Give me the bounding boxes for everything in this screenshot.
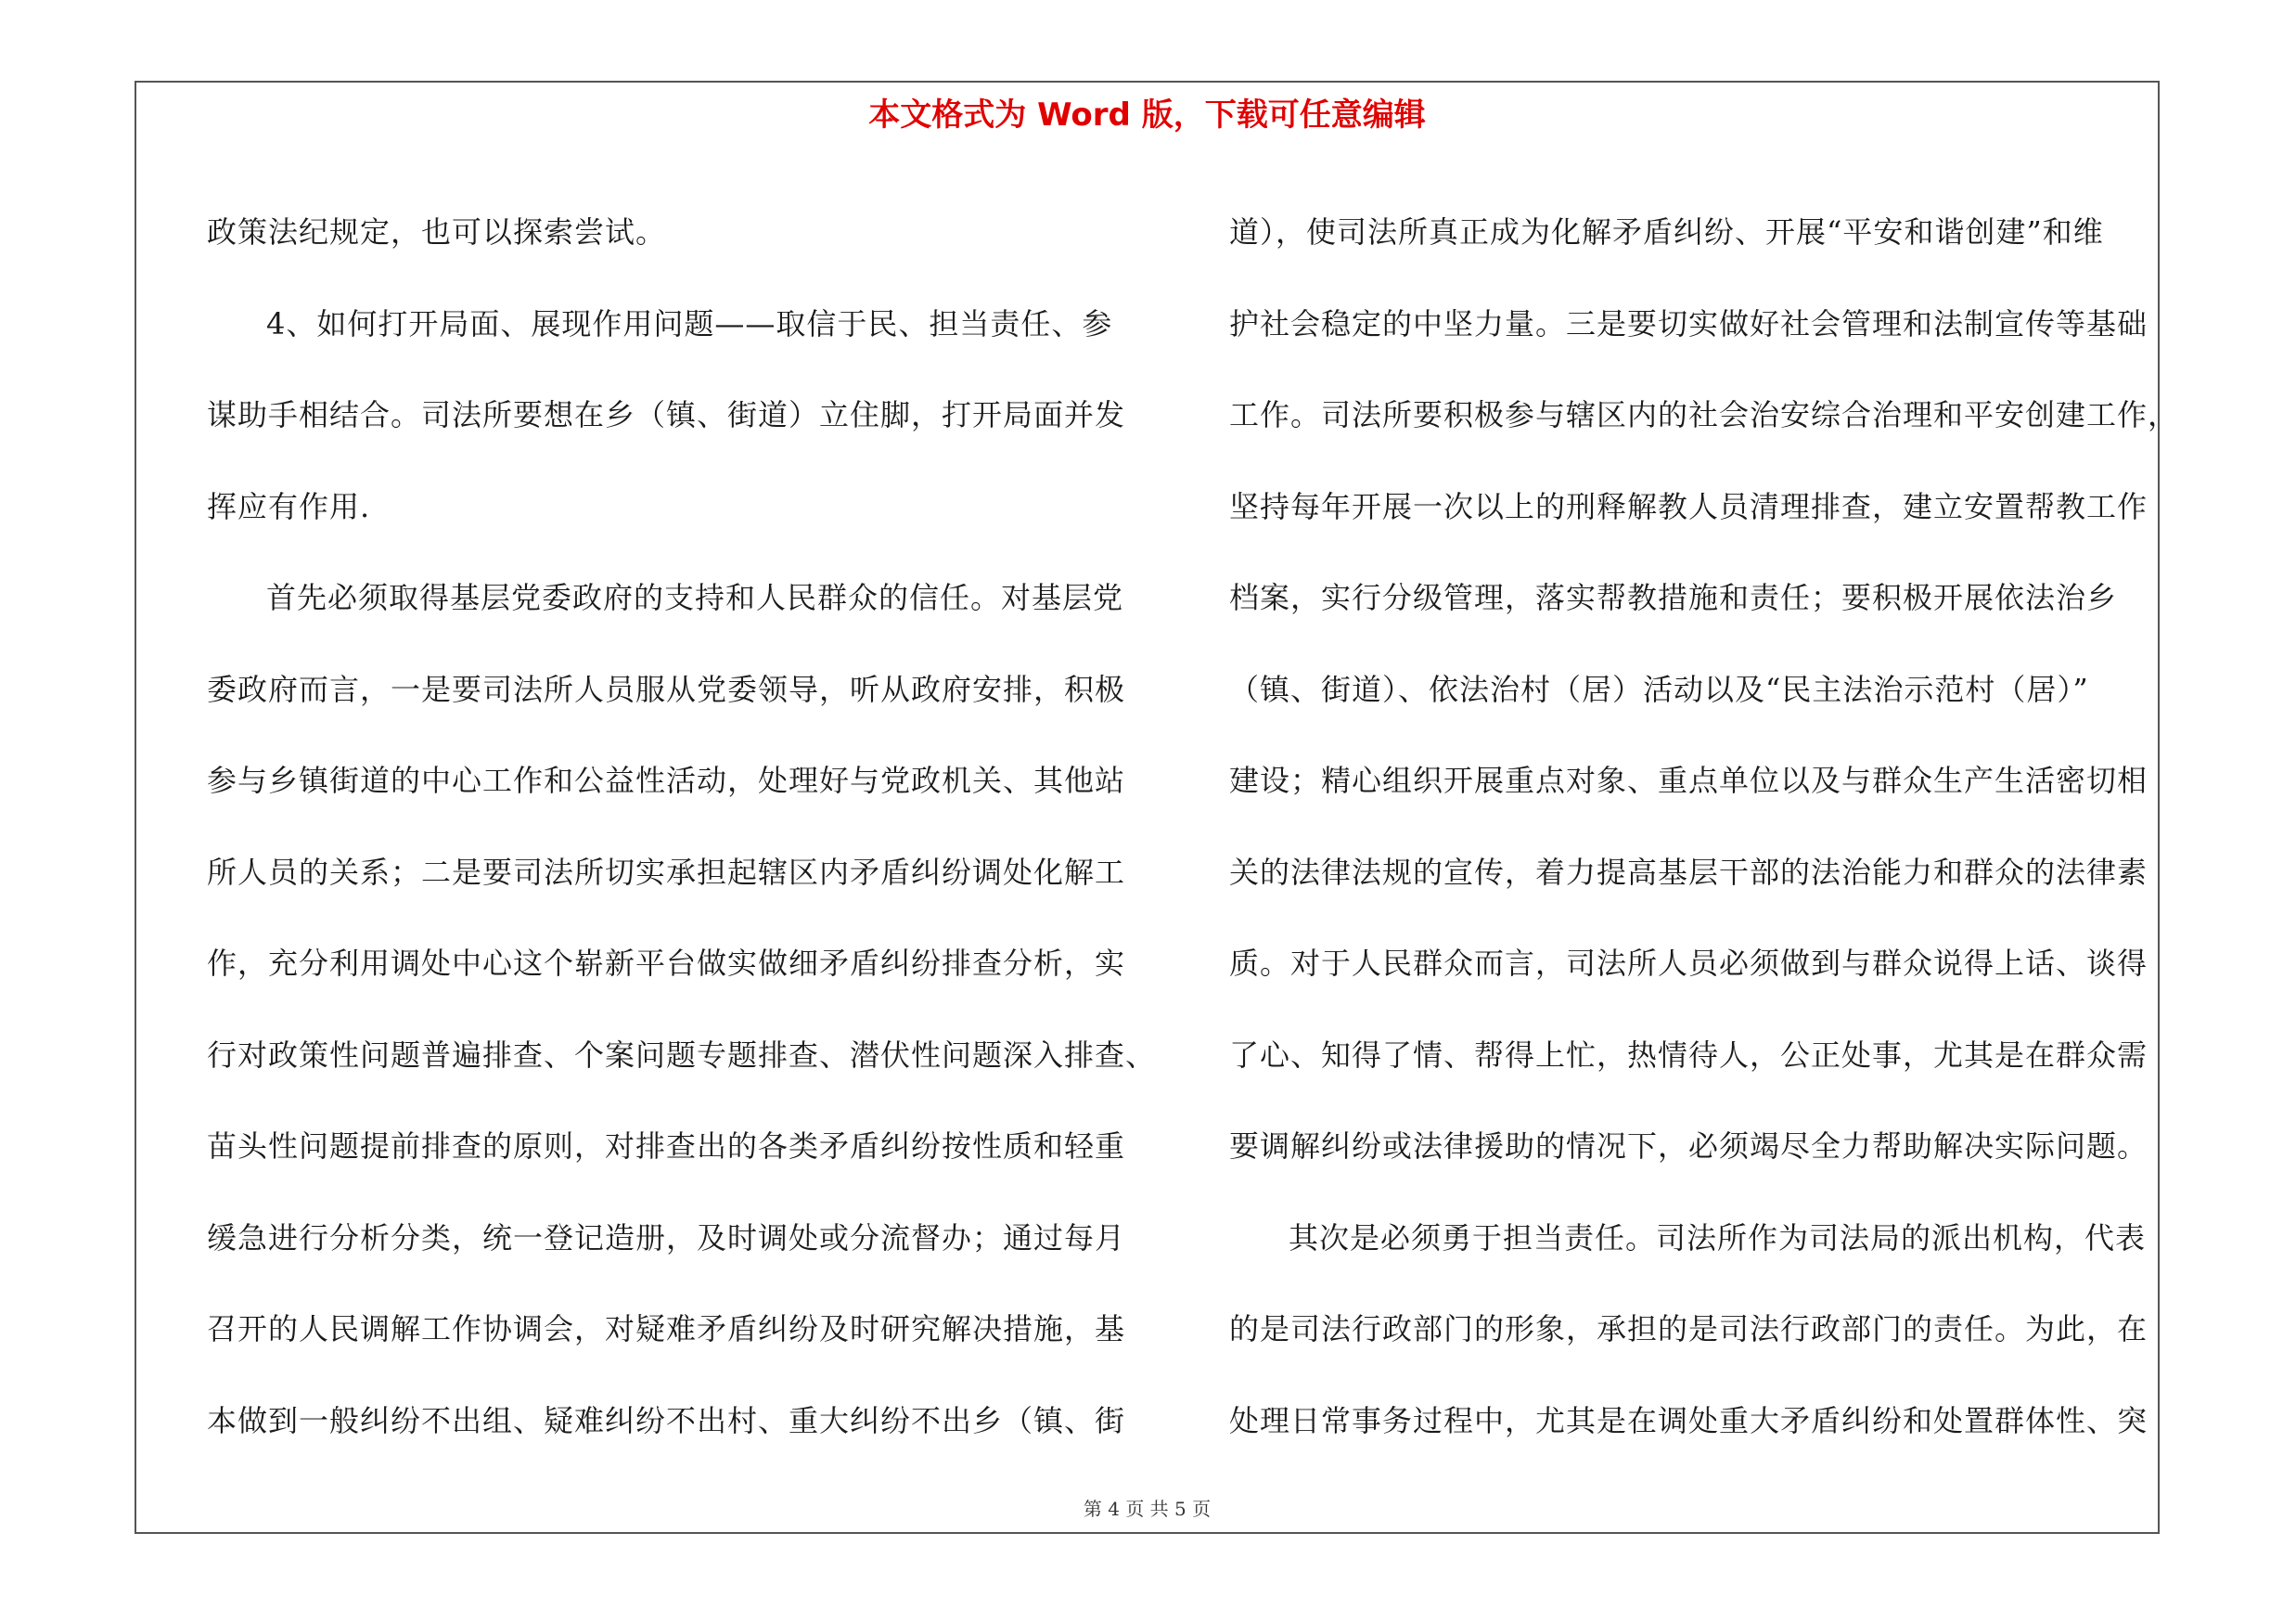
right-column-text-line: 建设；精心组织开展重点对象、重点单位以及与群众生产生活密切相 [1229,763,2148,798]
left-column-text-line: 委政府而言，一是要司法所人员服从党委领导，听从政府安排，积极 [207,671,1126,707]
right-column-text-line: （镇、街道）、依法治村（居）活动以及“民主法治示范村（居）” [1229,671,2089,707]
left-column-text-line: 首先必须取得基层党委政府的支持和人民群众的信任。对基层党 [266,580,1124,615]
right-column-text-line: 道），使司法所真正成为化解矛盾纠纷、开展“平安和谐创建”和维 [1229,214,2104,250]
left-column-text-line: 4、如何打开局面、展现作用问题——取信于民、担当责任、参 [266,305,1113,341]
right-column-text-line: 要调解纠纷或法律援助的情况下，必须竭尽全力帮助解决实际问题。 [1229,1128,2148,1164]
page-frame [135,81,2179,1534]
left-column-text-line: 行对政策性问题普遍排查、个案问题专题排查、潜伏性问题深入排查、 [207,1037,1157,1073]
left-column-text-line: 参与乡镇街道的中心工作和公益性活动，处理好与党政机关、其他站 [207,763,1126,798]
left-column-text-line: 本做到一般纠纷不出组、疑难纠纷不出村、重大纠纷不出乡（镇、街 [207,1402,1126,1438]
left-column-text-line: 政策法纪规定，也可以探索尝试。 [207,214,667,250]
left-column-text-line: 苗头性问题提前排查的原则，对排查出的各类矛盾纠纷按性质和轻重 [207,1128,1126,1164]
right-column-text-line: 质。对于人民群众而言，司法所人员必须做到与群众说得上话、谈得 [1229,946,2148,981]
right-text-column [1229,187,2179,1466]
left-column-text-line: 召开的人民调解工作协调会，对疑难矛盾纠纷及时研究解决措施，基 [207,1311,1126,1346]
left-text-column [207,187,1157,1466]
right-column-text-line: 护社会稳定的中坚力量。三是要切实做好社会管理和法制宣传等基础 [1229,305,2148,341]
left-column-text-line: 作，充分利用调处中心这个崭新平台做实做细矛盾纠纷排查分析，实 [207,946,1126,981]
right-column-text-line: 档案，实行分级管理，落实帮教措施和责任；要积极开展依法治乡 [1229,580,2118,615]
right-column-text-line: 了心、知得了情、帮得上忙，热情待人，公正处事，尤其是在群众需 [1229,1037,2148,1073]
page-number-footer: 第 4 页 共 5 页 [1083,1498,1212,1520]
left-column-text-line: 所人员的关系；二是要司法所切实承担起辖区内矛盾纠纷调处化解工 [207,854,1126,890]
left-column-text-line: 谋助手相结合。司法所要想在乡（镇、街道）立住脚，打开局面并发 [207,397,1126,432]
right-column-text-line: 的是司法行政部门的形象，承担的是司法行政部门的责任。为此，在 [1229,1311,2148,1346]
right-column-text-line: 其次是必须勇于担当责任。司法所作为司法局的派出机构，代表 [1289,1219,2147,1256]
right-column-text-line: 工作。司法所要积极参与辖区内的社会治安综合治理和平安创建工作， [1229,397,2179,432]
editable-format-banner: 本文格式为 Word 版，下载可任意编辑 [868,97,1426,134]
right-column-text-line: 处理日常事务过程中，尤其是在调处重大矛盾纠纷和处置群体性、突 [1229,1402,2148,1438]
left-column-text-line: 挥应有作用. [207,488,371,524]
right-column-text-line: 关的法律法规的宣传，着力提高基层干部的法治能力和群众的法律素 [1229,854,2148,890]
right-column-text-line: 坚持每年开展一次以上的刑释解教人员清理排查，建立安置帮教工作 [1229,488,2148,524]
left-column-text-line: 缓急进行分析分类，统一登记造册，及时调处或分流督办；通过每月 [207,1219,1126,1256]
